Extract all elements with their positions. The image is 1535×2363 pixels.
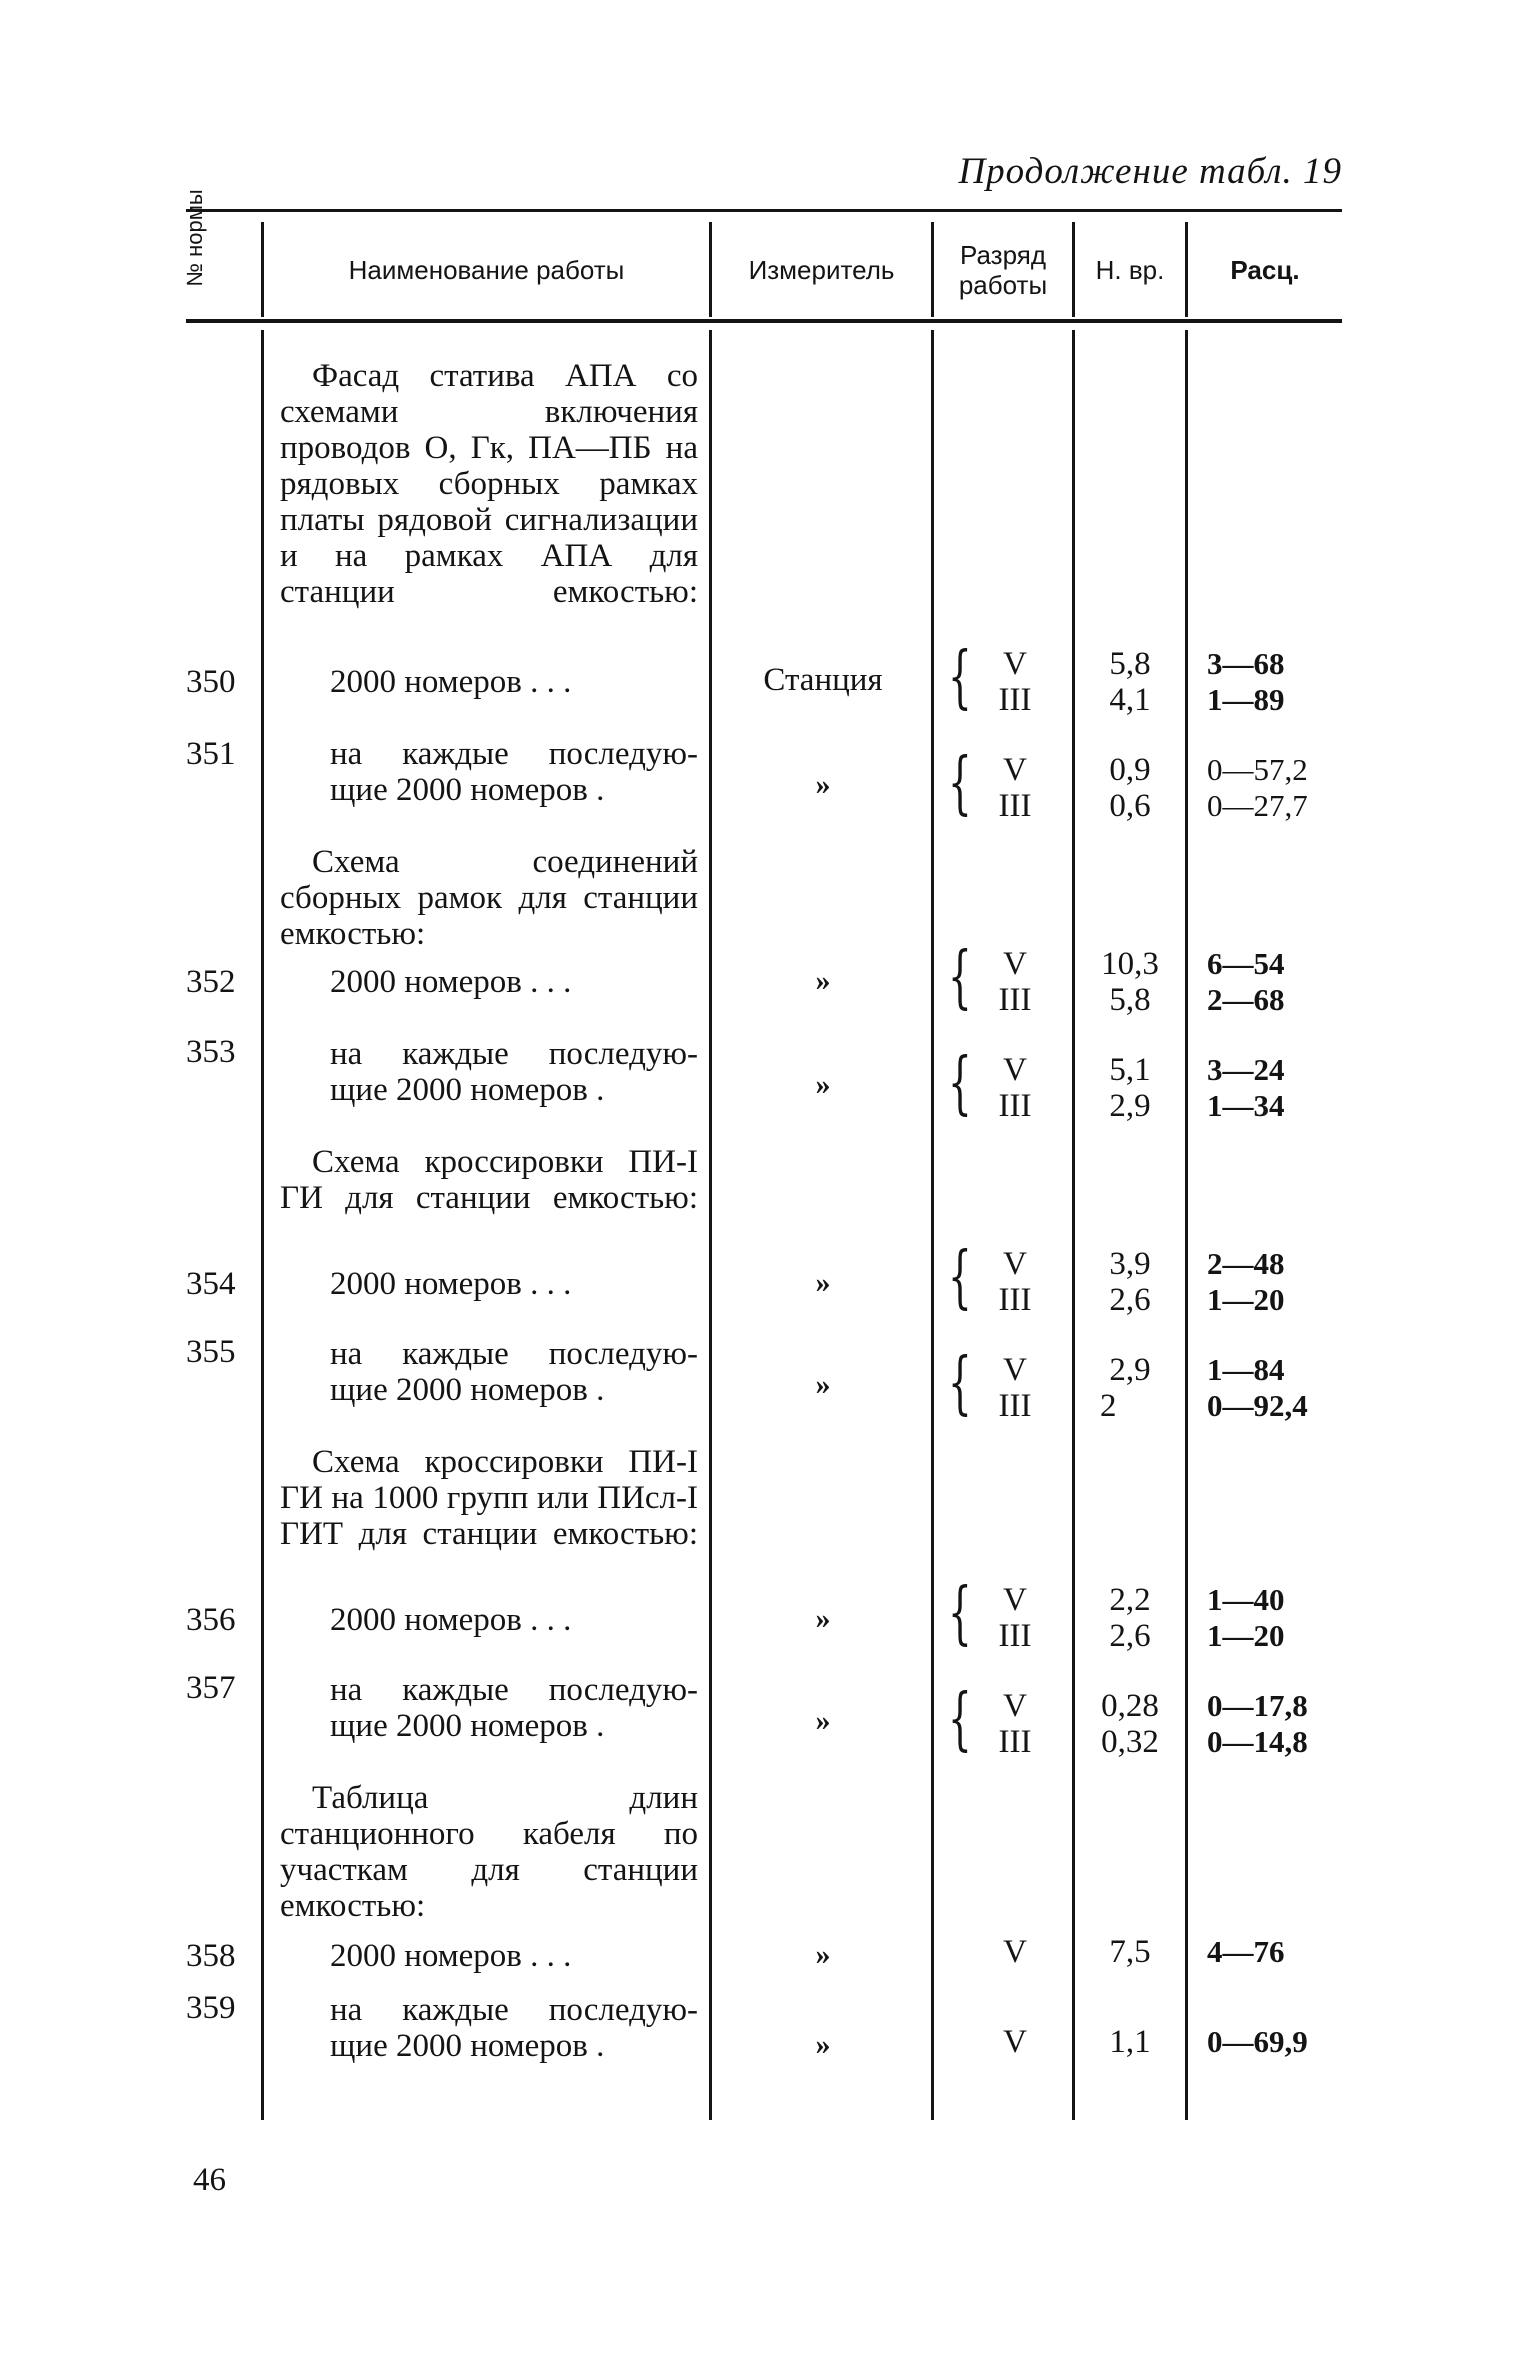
grade-value: III (998, 1388, 1032, 1424)
unit-ditto-mark: » (815, 964, 831, 997)
unit-ditto-mark: » (815, 1602, 831, 1635)
section-title: Схема соединений сборных рамок для станции емкостью: (280, 844, 698, 952)
time-norm-value: 0,28 (1101, 1688, 1159, 1724)
rate-value: 1—34 (1207, 1088, 1285, 1123)
time-norm-value: 2,6 (1109, 1282, 1151, 1318)
norm-number: 358 (186, 1938, 236, 1974)
rate-value: 2—68 (1207, 982, 1285, 1017)
rate-value: 0—92,4 (1207, 1388, 1308, 1423)
brace-icon: { (948, 938, 972, 1017)
unit-value: Станция (763, 662, 883, 698)
grade-value: V (1003, 2024, 1027, 2060)
brace-icon: { (948, 1344, 972, 1423)
norm-number: 357 (186, 1670, 236, 1706)
time-norm-value: 2,2 (1109, 1582, 1151, 1618)
grade-value: III (998, 682, 1032, 718)
unit-ditto-mark: » (815, 1368, 831, 1401)
rate-value: 2—48 (1207, 1246, 1285, 1281)
time-norm-value: 5,1 (1109, 1052, 1151, 1088)
time-norm-value: 10,3 (1101, 946, 1159, 982)
grade-value: V (1003, 1352, 1027, 1388)
grade-value: V (1003, 1052, 1027, 1088)
column-divider (1185, 330, 1188, 2120)
time-norm-value: 3,9 (1109, 1246, 1151, 1282)
rate-value: 0—17,8 (1207, 1688, 1308, 1723)
grade-value: V (1003, 1934, 1027, 1970)
norm-number: 355 (186, 1334, 236, 1370)
grade-value: V (1003, 946, 1027, 982)
work-name: 2000 номеров . . . (330, 664, 572, 700)
rate-value: 1—40 (1207, 1582, 1285, 1617)
brace-icon: { (948, 744, 972, 823)
brace-icon: { (948, 638, 972, 717)
header-top-rule (186, 209, 1342, 212)
grade-value: III (998, 788, 1032, 824)
grade-value: III (998, 1088, 1032, 1124)
brace-icon: { (948, 1680, 972, 1759)
time-norm-value: 2 (1100, 1388, 1117, 1424)
rate-value: 0—69,9 (1207, 2024, 1308, 2059)
brace-icon: { (948, 1238, 972, 1317)
grade-value: V (1003, 1582, 1027, 1618)
table-continuation-caption: Продолжение табл. 19 (958, 151, 1342, 192)
rate-value: 1—20 (1207, 1282, 1285, 1317)
unit-ditto-mark: » (815, 1938, 831, 1971)
rate-value: 3—24 (1207, 1052, 1285, 1087)
grade-value: III (998, 982, 1032, 1018)
time-norm-value: 5,8 (1109, 982, 1151, 1018)
column-divider (931, 330, 934, 2120)
header-grade-label: Разряд работы (958, 239, 1048, 300)
header-time-norm: Н. вр. (1095, 254, 1165, 285)
brace-icon: { (948, 1044, 972, 1123)
work-name-line: щие 2000 номеров . (330, 1708, 605, 1744)
brace-icon: { (948, 1574, 972, 1653)
work-name-line: на каждые последую- (330, 736, 698, 772)
header-unit: Измеритель (748, 254, 895, 285)
rate-value: 1—89 (1207, 682, 1285, 717)
time-norm-value: 2,9 (1109, 1352, 1151, 1388)
unit-ditto-mark: » (815, 768, 831, 801)
work-name: 2000 номеров . . . (330, 1266, 572, 1302)
header-bottom-rule (186, 319, 1342, 323)
time-norm-value: 2,6 (1109, 1618, 1151, 1654)
work-name-line: щие 2000 номеров . (330, 1072, 605, 1108)
section-title: Схема кроссировки ПИ-I ГИ на 1000 групп или ПИсл-I ГИТ для станции емкостью: (280, 1444, 698, 1552)
column-divider (1072, 330, 1075, 2120)
unit-ditto-mark: » (815, 1266, 831, 1299)
work-name: 2000 номеров . . . (330, 1602, 572, 1638)
work-name-line: щие 2000 номеров . (330, 1372, 605, 1408)
header-work-name: Наименование работы (348, 254, 625, 285)
column-divider (709, 330, 712, 2120)
norm-number: 351 (186, 736, 236, 772)
work-name-line: щие 2000 номеров . (330, 2028, 605, 2064)
time-norm-value: 4,1 (1109, 682, 1151, 718)
rate-value: 0—57,2 (1207, 752, 1308, 787)
grade-value: V (1003, 1688, 1027, 1724)
section-title: Таблица длин станционного кабеля по участкам для станции емкостью: (280, 1780, 698, 1924)
norm-number: 352 (186, 964, 236, 1000)
rate-value: 0—27,7 (1207, 788, 1308, 823)
work-name: 2000 номеров . . . (330, 964, 572, 1000)
section-title: Схема кроссировки ПИ-I ГИ для станции емкостью: (280, 1144, 698, 1216)
unit-ditto-mark: » (815, 1704, 831, 1737)
time-norm-value: 2,9 (1109, 1088, 1151, 1124)
time-norm-value: 5,8 (1109, 646, 1151, 682)
grade-value: V (1003, 752, 1027, 788)
rate-value: 0—14,8 (1207, 1724, 1308, 1759)
rate-value: 4—76 (1207, 1934, 1285, 1969)
time-norm-value: 7,5 (1109, 1934, 1151, 1970)
column-divider (261, 330, 264, 2120)
grade-value: III (998, 1618, 1032, 1654)
norm-number: 354 (186, 1266, 236, 1302)
unit-ditto-mark: » (815, 1068, 831, 1101)
time-norm-value: 0,9 (1109, 752, 1151, 788)
work-name-line: щие 2000 номеров . (330, 772, 605, 808)
work-name: 2000 номеров . . . (330, 1938, 572, 1974)
header-grade (934, 222, 1072, 317)
work-name-line: на каждые последую- (330, 1036, 698, 1072)
rate-value: 6—54 (1207, 946, 1285, 981)
grade-value: V (1003, 1246, 1027, 1282)
norm-number: 359 (186, 1990, 236, 2026)
work-name-line: на каждые последую- (330, 1672, 698, 1708)
unit-ditto-mark: » (815, 2028, 831, 2061)
grade-value: III (998, 1282, 1032, 1318)
work-name-line: на каждые последую- (330, 1992, 698, 2028)
header-rate: Расц. (1230, 254, 1300, 285)
rate-value: 3—68 (1207, 646, 1285, 681)
norm-number: 350 (186, 664, 236, 700)
time-norm-value: 0,6 (1109, 788, 1151, 824)
section-title: Фасад статива АПА со схемами включения проводов О, Гк, ПА—ПБ на рядовых сборных рамках платы рядовой сигнализации и на рамках АПА для станции емкостью: (280, 358, 698, 610)
header-norm-number: № нормы (182, 189, 207, 287)
grade-value: V (1003, 646, 1027, 682)
time-norm-value: 1,1 (1109, 2024, 1151, 2060)
norm-number: 356 (186, 1602, 236, 1638)
rate-value: 1—20 (1207, 1618, 1285, 1653)
work-name-line: на каждые последую- (330, 1336, 698, 1372)
rate-value: 1—84 (1207, 1352, 1285, 1387)
norm-number: 353 (186, 1034, 236, 1070)
grade-value: III (998, 1724, 1032, 1760)
time-norm-value: 0,32 (1101, 1724, 1159, 1760)
page-number: 46 (193, 2162, 226, 2198)
